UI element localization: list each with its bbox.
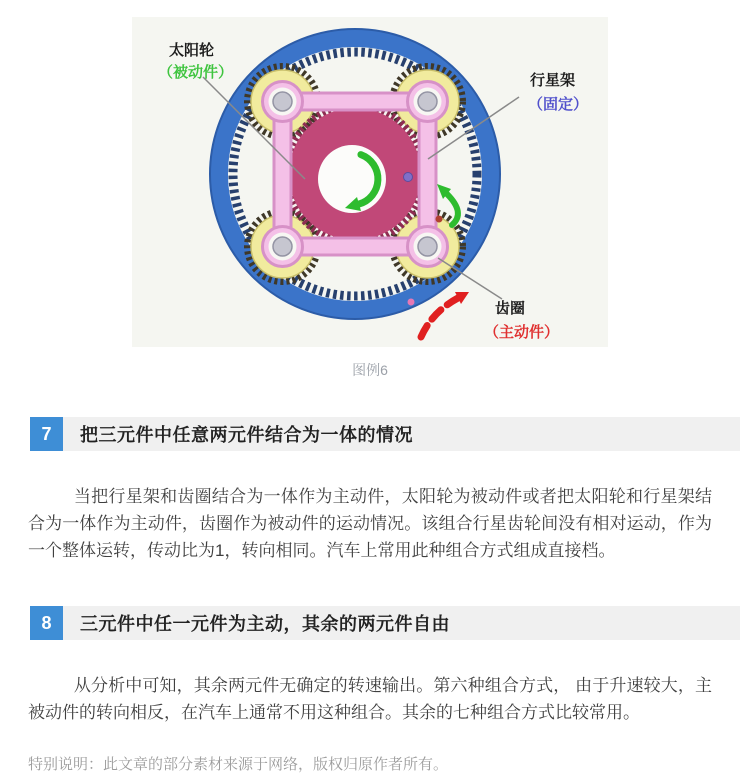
section-8-header-bar bbox=[30, 606, 740, 640]
figure-caption: 图例6 bbox=[352, 362, 388, 378]
sun-gear-label: 太阳轮 bbox=[169, 42, 215, 59]
ring-gear-role-label: （主动件） bbox=[484, 324, 560, 341]
footer-disclaimer: 特别说明：此文章的部分素材来源于网络，版权归原作者所有。 bbox=[28, 756, 449, 773]
section-7-paragraph: 当把行星架和齿圈结合为一体作为主动件，太阳轮为被动件或者把太阳轮和行星架结合为一体作为主动件，齿圈作为被动件的运动情况。该组合行星齿轮间没有相对运动，作为一个整体运转，传动比为1，转向相同。汽车上常用此种组合方式组成直接档。 bbox=[28, 487, 712, 560]
carrier-role-label: （固定） bbox=[528, 96, 589, 113]
pin-dot-purple bbox=[404, 173, 413, 182]
carrier-label: 行星架 bbox=[530, 72, 576, 89]
section-7-number-badge: 7 bbox=[30, 417, 63, 451]
section-7-header-bar bbox=[30, 417, 740, 451]
pin-dot-red bbox=[436, 216, 443, 223]
section-7-title: 把三元件中任意两元件结合为一体的情况 bbox=[80, 425, 413, 445]
section-8-paragraph: 从分析中可知，其余两元件无确定的转速输出。第六种组合方式， 由于升速较大，主被动件的转向相反，在汽车上通常不用这种组合。其余的七种组合方式比较常用。 bbox=[28, 676, 712, 722]
section-8-number-badge: 8 bbox=[30, 606, 63, 640]
ring-gear-label: 齿圈 bbox=[495, 300, 526, 317]
sun-gear-role-label: （被动件） bbox=[158, 64, 234, 81]
pin-dot-pink bbox=[408, 299, 415, 306]
planetary-gear-diagram[interactable] bbox=[132, 17, 608, 347]
article-figure-block bbox=[0, 0, 740, 380]
section-8-title: 三元件中任一元件为主动，其余的两元件自由 bbox=[80, 614, 450, 634]
